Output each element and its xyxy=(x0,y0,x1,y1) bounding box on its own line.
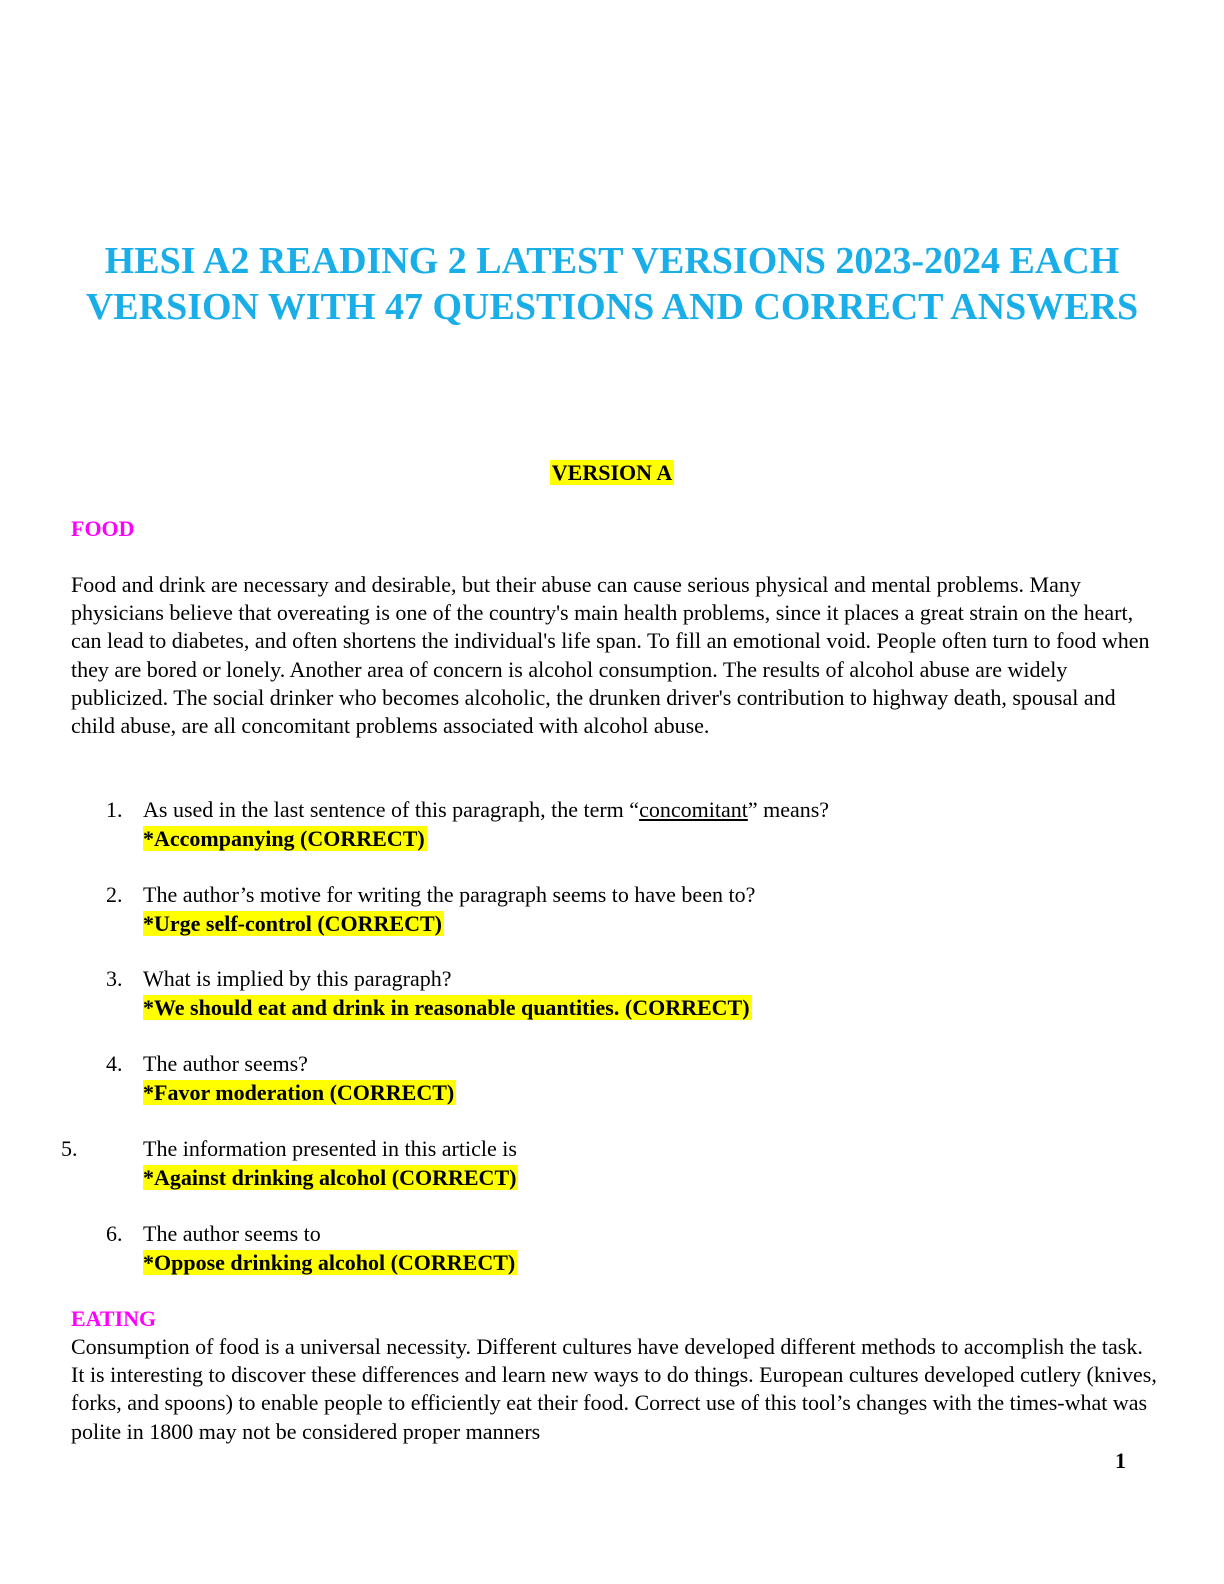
question-text: The author seems to xyxy=(143,1221,321,1246)
question-number: 4. xyxy=(106,1051,123,1076)
question-number: 6. xyxy=(106,1221,123,1246)
question-text: The author’s motive for writing the paragraph seems to have been to? xyxy=(143,882,756,907)
answer-highlight: *Favor moderation (CORRECT) xyxy=(143,1079,455,1105)
section-heading-food: FOOD xyxy=(71,516,135,541)
question-text: The author seems? xyxy=(143,1051,308,1076)
question-text: The information presented in this article is xyxy=(143,1136,517,1161)
answer xyxy=(143,1164,518,1193)
answer-highlight: *Against drinking alcohol (CORRECT) xyxy=(143,1164,517,1190)
answer xyxy=(143,1079,456,1108)
answer xyxy=(143,825,427,854)
answer xyxy=(143,1249,517,1278)
page-number: 1 xyxy=(1115,1448,1126,1473)
food-paragraph: Food and drink are necessary and desirable, but their abuse can cause serious physical and mental problems. Many physicians believe that overeating is one of the country's main health problems, since it places a great strain on the heart, can lead to diabetes, and often shortens the individual's life span. To fill an emotional void. People often turn to food when they are bored or lonely. Another area of concern is alcohol consumption. The results of alcohol abuse are widely publicized. The social drinker who becomes alcoholic, the drunken driver's contribution to highway death, spousal and child abuse, are all concomitant problems associated with alcohol abuse. xyxy=(71,572,1150,739)
answer-highlight: *We should eat and drink in reasonable quantities. (CORRECT) xyxy=(143,994,750,1020)
eating-paragraph: Consumption of food is a universal necessity. Different cultures have developed different methods to accomplish the task. It is interesting to discover these differences and learn new ways to do things. European cultures developed cutlery (knives, forks, and spoons) to enable people to efficiently eat their food. Correct use of this tool’s changes with the times-what was polite in 1800 may not be considered proper manners xyxy=(71,1334,1157,1444)
question-number: 5. xyxy=(61,1136,78,1161)
question-text-part: ” means? xyxy=(747,797,830,822)
underlined-term: concomitant xyxy=(639,797,748,822)
answer-highlight: *Urge self-control (CORRECT) xyxy=(143,910,442,936)
answer-highlight: *Accompanying (CORRECT) xyxy=(143,825,425,851)
version-label xyxy=(0,459,1224,487)
answer xyxy=(143,994,752,1023)
question-number: 2. xyxy=(106,882,123,907)
answer-highlight: *Oppose drinking alcohol (CORRECT) xyxy=(143,1249,516,1275)
question-text: What is implied by this paragraph? xyxy=(143,966,452,991)
section-heading-eating: EATING xyxy=(71,1306,157,1331)
version-label-text: VERSION A xyxy=(551,460,673,485)
question-text xyxy=(143,796,1143,825)
question-number: 3. xyxy=(106,966,123,991)
question-text-part: As used in the last sentence of this paragraph, the term “ xyxy=(143,797,640,822)
question-number: 1. xyxy=(106,797,123,822)
answer xyxy=(143,910,444,939)
document-title: HESI A2 READING 2 LATEST VERSIONS 2023-2024 EACH VERSION WITH 47 QUESTIONS AND CORRECT ANSWERS xyxy=(85,240,1139,328)
